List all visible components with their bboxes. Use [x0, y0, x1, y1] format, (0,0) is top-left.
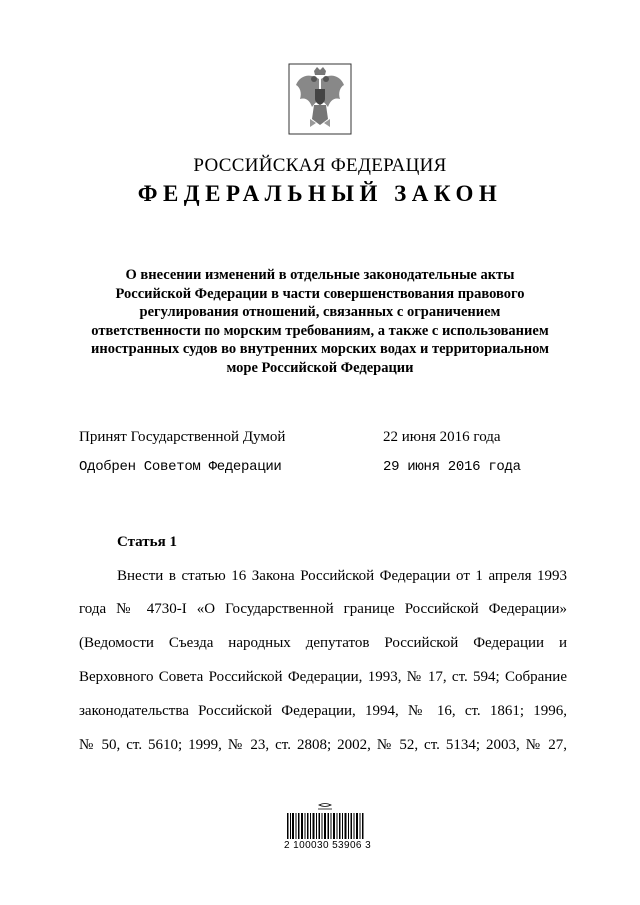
country-name: РОССИЙСКАЯ ФЕДЕРАЦИЯ — [193, 155, 447, 176]
article-text-line: Внести в статью 16 Закона Российской Федерации от 1 апреля 1993 — [117, 568, 567, 584]
law-title-line: иностранных судов во внутренних морских водах и территориальном — [90, 341, 549, 357]
law-title-line: регулирования отношений, связанных с ограничением — [139, 304, 501, 320]
council-approval-date: 29 июня 2016 года — [383, 459, 521, 475]
council-approval-label: Одобрен Советом Федерации — [79, 459, 282, 475]
article-text-line: законодательства Российской Федерации, 1994, № 16, ст. 1861; 1996, — [79, 703, 567, 719]
law-title-line: ответственности по морским требованиям, а также с использованием — [91, 322, 549, 339]
law-title-line: море Российской Федерации — [226, 359, 414, 376]
law-title-line: О внесении изменений в отдельные законодательные акты — [125, 267, 515, 283]
article-text-line: (Ведомости Съезда народных депутатов Российской Федерации и — [79, 635, 567, 651]
duma-adoption-date: 22 июня 2016 года — [383, 429, 501, 445]
duma-adoption-label: Принят Государственной Думой — [79, 429, 286, 445]
law-title-line: Российской Федерации в части совершенствования правового — [115, 285, 525, 302]
article-text-line: № 50, ст. 5610; 1999, № 23, ст. 2808; 2002, № 52, ст. 5134; 2003, № 27, — [79, 737, 567, 753]
article-text-line: Верховного Совета Российской Федерации, 1993, № 17, ст. 594; Собрание — [79, 669, 567, 685]
article-heading: Статья 1 — [117, 534, 177, 550]
barcode-number: 2 100030 53906 3 — [284, 840, 372, 851]
coat-of-arms-icon — [288, 63, 352, 135]
article-text-line: года № 4730-I «О Государственной границе Российской Федерации» — [79, 601, 567, 617]
document-type: ФЕДЕРАЛЬНЫЙ ЗАКОН — [137, 181, 503, 206]
law-title — [80, 266, 560, 377]
